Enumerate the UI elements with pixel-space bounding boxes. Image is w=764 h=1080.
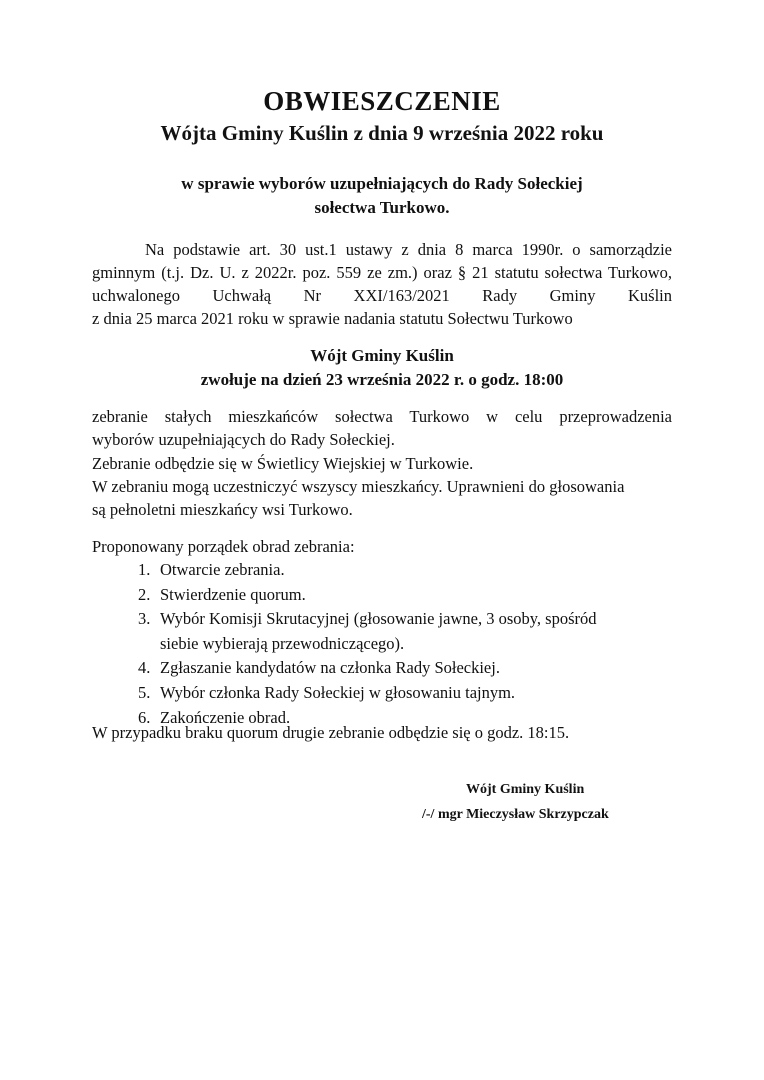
meeting-details-line: W zebraniu mogą uczestniczyć wszyscy mieszkańcy. Uprawnieni do głosowania xyxy=(92,476,625,496)
convening-date: zwołuje na dzień 23 września 2022 r. o godz. 18:00 xyxy=(200,370,564,389)
agenda-item-text xyxy=(160,607,658,656)
legal-basis-paragraph xyxy=(92,238,672,330)
document-title: OBWIESZCZENIE xyxy=(263,86,501,116)
meeting-details-line: Zebranie odbędzie się w Świetlicy Wiejskiej w Turkowie. xyxy=(92,453,474,473)
agenda-item-line: Wybór członka Rady Sołeckiej w głosowaniu tajnym. xyxy=(160,682,516,702)
agenda-item-line: Zakończenie obrad. xyxy=(160,707,291,727)
signature-name: /-/ mgr Mieczysław Skrzypczak xyxy=(422,807,609,822)
agenda-list xyxy=(138,558,658,730)
agenda-item-number: 3. xyxy=(138,609,151,629)
meeting-details-paragraph xyxy=(92,405,672,521)
agenda-item-line: Stwierdzenie quorum. xyxy=(160,584,306,604)
convening-statement xyxy=(0,344,764,392)
convening-authority: Wójt Gminy Kuślin xyxy=(310,346,454,365)
legal-basis-line: Na podstawie art. 30 ust.1 ustawy z dnia 8 marca 1990r. o samorządzie xyxy=(145,240,672,259)
agenda-item-number: 1. xyxy=(138,560,151,579)
agenda-item-line: Otwarcie zebrania. xyxy=(160,560,285,579)
document-subtitle: Wójta Gminy Kuślin z dnia 9 września 2022 roku xyxy=(160,121,604,145)
legal-basis-line: uchwalonego Uchwałą Nr XXI/163/2021 Rady Gminy Kuślin xyxy=(92,286,672,305)
meeting-details-line: wyborów uzupełniających do Rady Sołeckiej. xyxy=(92,430,395,450)
agenda-item-text xyxy=(160,583,658,608)
subject-line: sołectwa Turkowo. xyxy=(314,198,450,217)
subject-line: w sprawie wyborów uzupełniających do Rady Sołeckiej xyxy=(181,174,583,193)
agenda-item xyxy=(138,656,658,681)
agenda-item-line: Zgłaszanie kandydatów na członka Rady Sołeckiej. xyxy=(160,658,500,678)
agenda-item-line: siebie wybierają przewodniczącego). xyxy=(160,633,405,653)
meeting-details-line: są pełnoletni mieszkańcy wsi Turkowo. xyxy=(92,500,353,520)
legal-basis-line: gminnym (t.j. Dz. U. z 2022r. poz. 559 ze zm.) oraz § 21 statutu sołectwa Turkowo, xyxy=(92,263,672,282)
agenda-heading: Proponowany porządek obrad zebrania: xyxy=(92,537,355,556)
agenda-item xyxy=(138,681,658,706)
agenda-item-number: 4. xyxy=(138,658,151,678)
signature-role: Wójt Gminy Kuślin xyxy=(466,782,585,797)
quorum-note: W przypadku braku quorum drugie zebranie odbędzie się o godz. 18:15. xyxy=(92,723,570,742)
meeting-details-line: zebranie stałych mieszkańców sołectwa Turkowo w celu przeprowadzenia xyxy=(92,407,672,426)
agenda-item-number: 6. xyxy=(138,707,151,727)
agenda-item-line: Wybór Komisji Skrutacyjnej (głosowanie jawne, 3 osoby, spośród xyxy=(160,609,597,629)
agenda-item-number: 5. xyxy=(138,682,151,702)
document-subject xyxy=(0,172,764,220)
agenda-item xyxy=(138,558,658,583)
agenda-item-text xyxy=(160,681,658,706)
agenda-item xyxy=(138,583,658,608)
agenda-item-text xyxy=(160,656,658,681)
legal-basis-line: z dnia 25 marca 2021 roku w sprawie nadania statutu Sołectwu Turkowo xyxy=(92,309,573,328)
agenda-item-number: 2. xyxy=(138,584,151,604)
agenda-item xyxy=(138,607,658,656)
agenda-item-text xyxy=(160,558,658,583)
